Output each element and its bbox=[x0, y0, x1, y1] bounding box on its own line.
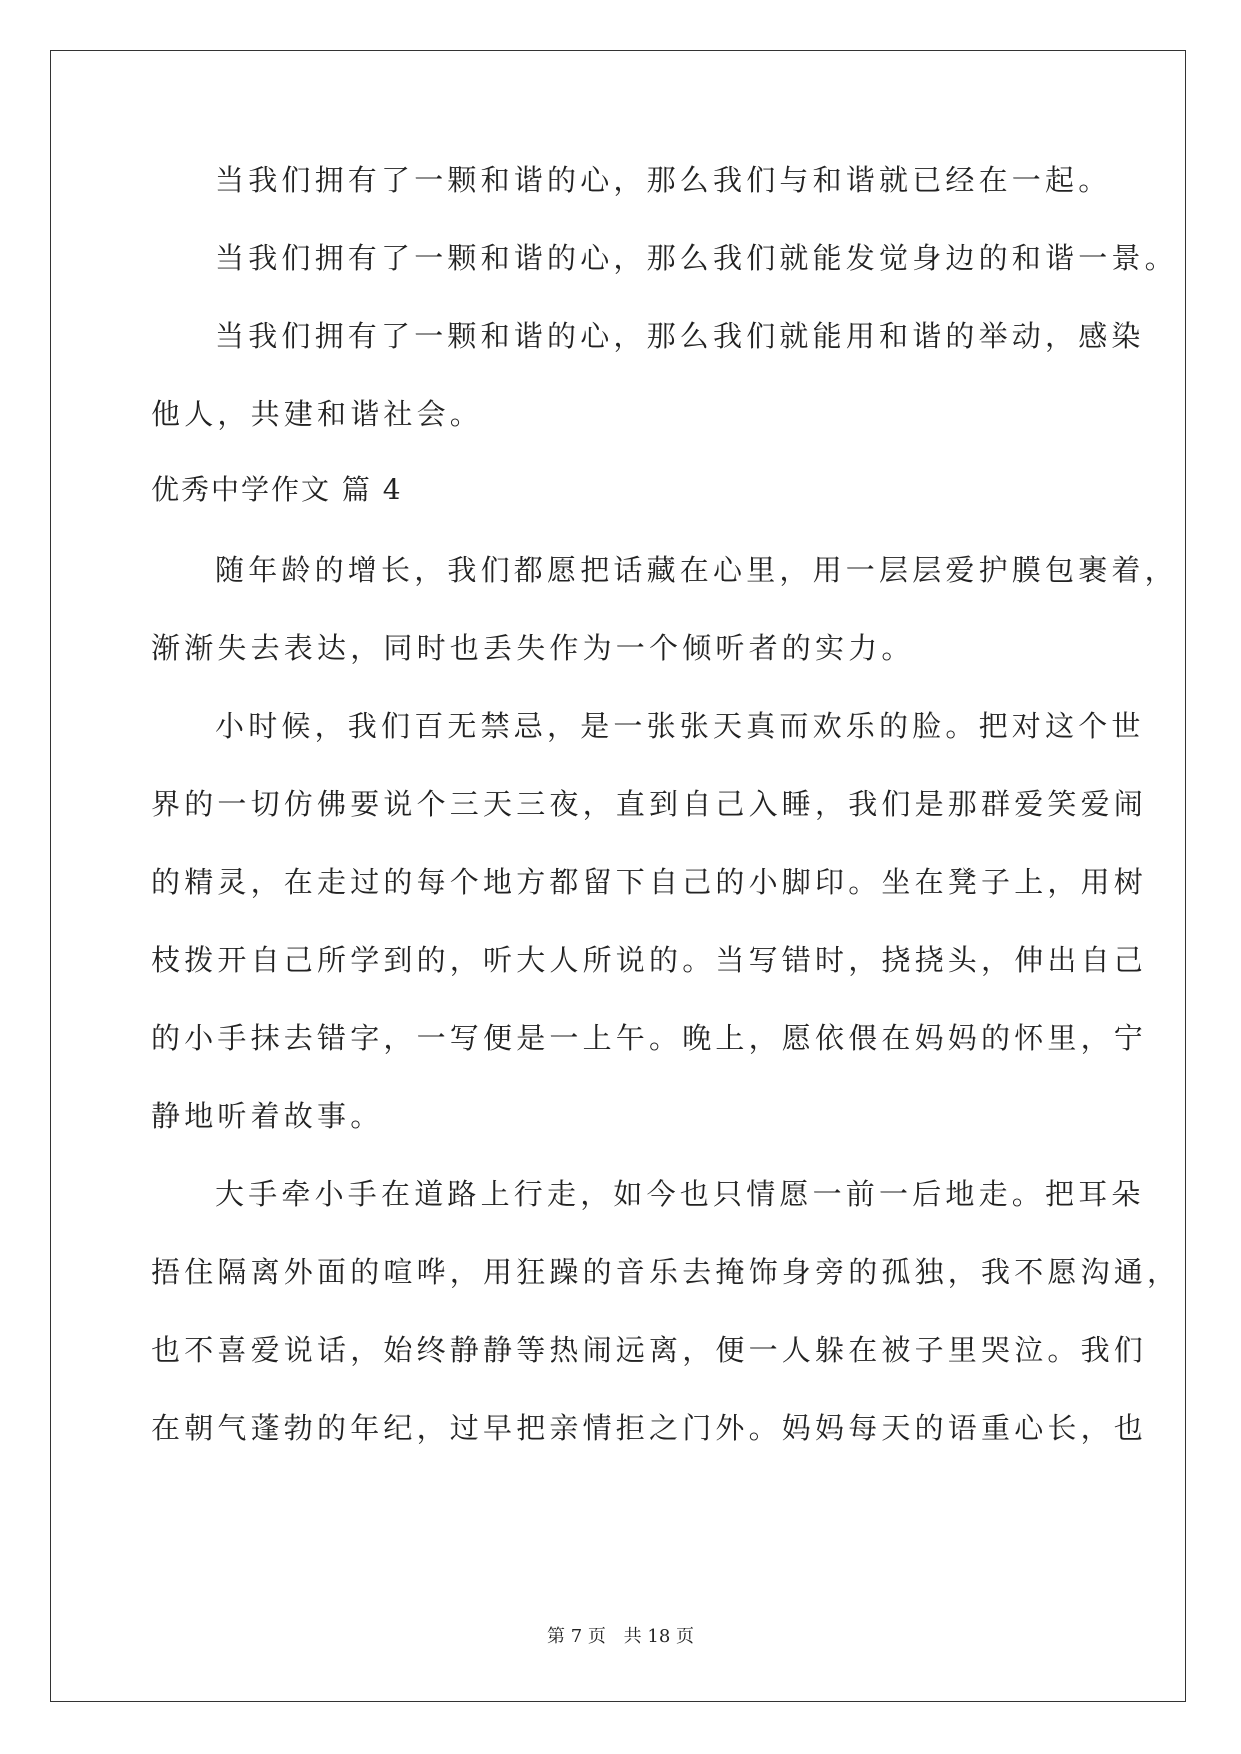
paragraph-line: 渐渐失去表达，同时也丢失作为一个倾听者的实力。 bbox=[151, 631, 915, 665]
paragraph-line: 当我们拥有了一颗和谐的心，那么我们就能用和谐的举动，感染 bbox=[215, 319, 1145, 353]
paragraph-line: 当我们拥有了一颗和谐的心，那么我们就能发觉身边的和谐一景。 bbox=[215, 241, 1178, 275]
paragraph-line: 的小手抹去错字，一写便是一上午。晚上，愿依偎在妈妈的怀里，宁 bbox=[151, 1021, 1148, 1055]
paragraph-line: 也不喜爱说话，始终静静等热闹远离，便一人躲在被子里哭泣。我们 bbox=[151, 1333, 1148, 1367]
section-heading: 优秀中学作文 篇 4 bbox=[151, 473, 403, 506]
paragraph-line: 他人，共建和谐社会。 bbox=[151, 397, 484, 431]
paragraph-line: 大手牵小手在道路上行走，如今也只情愿一前一后地走。把耳朵 bbox=[215, 1177, 1145, 1211]
paragraph-line: 静地听着故事。 bbox=[151, 1099, 384, 1133]
paragraph-line: 捂住隔离外面的喧哗，用狂躁的音乐去掩饰身旁的孤独，我不愿沟通， bbox=[151, 1255, 1181, 1289]
paragraph-line: 界的一切仿佛要说个三天三夜，直到自己入睡，我们是那群爱笑爱闹 bbox=[151, 787, 1148, 821]
paragraph-line: 小时候，我们百无禁忌，是一张张天真而欢乐的脸。把对这个世 bbox=[215, 709, 1145, 743]
page-total: 共 18 页 bbox=[623, 1626, 694, 1647]
paragraph-line: 当我们拥有了一颗和谐的心，那么我们与和谐就已经在一起。 bbox=[215, 163, 1112, 197]
paragraph-line: 在朝气蓬勃的年纪，过早把亲情拒之门外。妈妈每天的语重心长，也 bbox=[151, 1411, 1148, 1445]
paragraph-line: 的精灵，在走过的每个地方都留下自己的小脚印。坐在凳子上，用树 bbox=[151, 865, 1148, 899]
page-number: 第 7 页 bbox=[547, 1626, 606, 1647]
paragraph-line: 枝拨开自己所学到的，听大人所说的。当写错时，挠挠头，伸出自己 bbox=[151, 943, 1148, 977]
page-footer bbox=[0, 1622, 1241, 1648]
paragraph-line: 随年龄的增长，我们都愿把话藏在心里，用一层层爱护膜包裹着， bbox=[215, 553, 1178, 587]
